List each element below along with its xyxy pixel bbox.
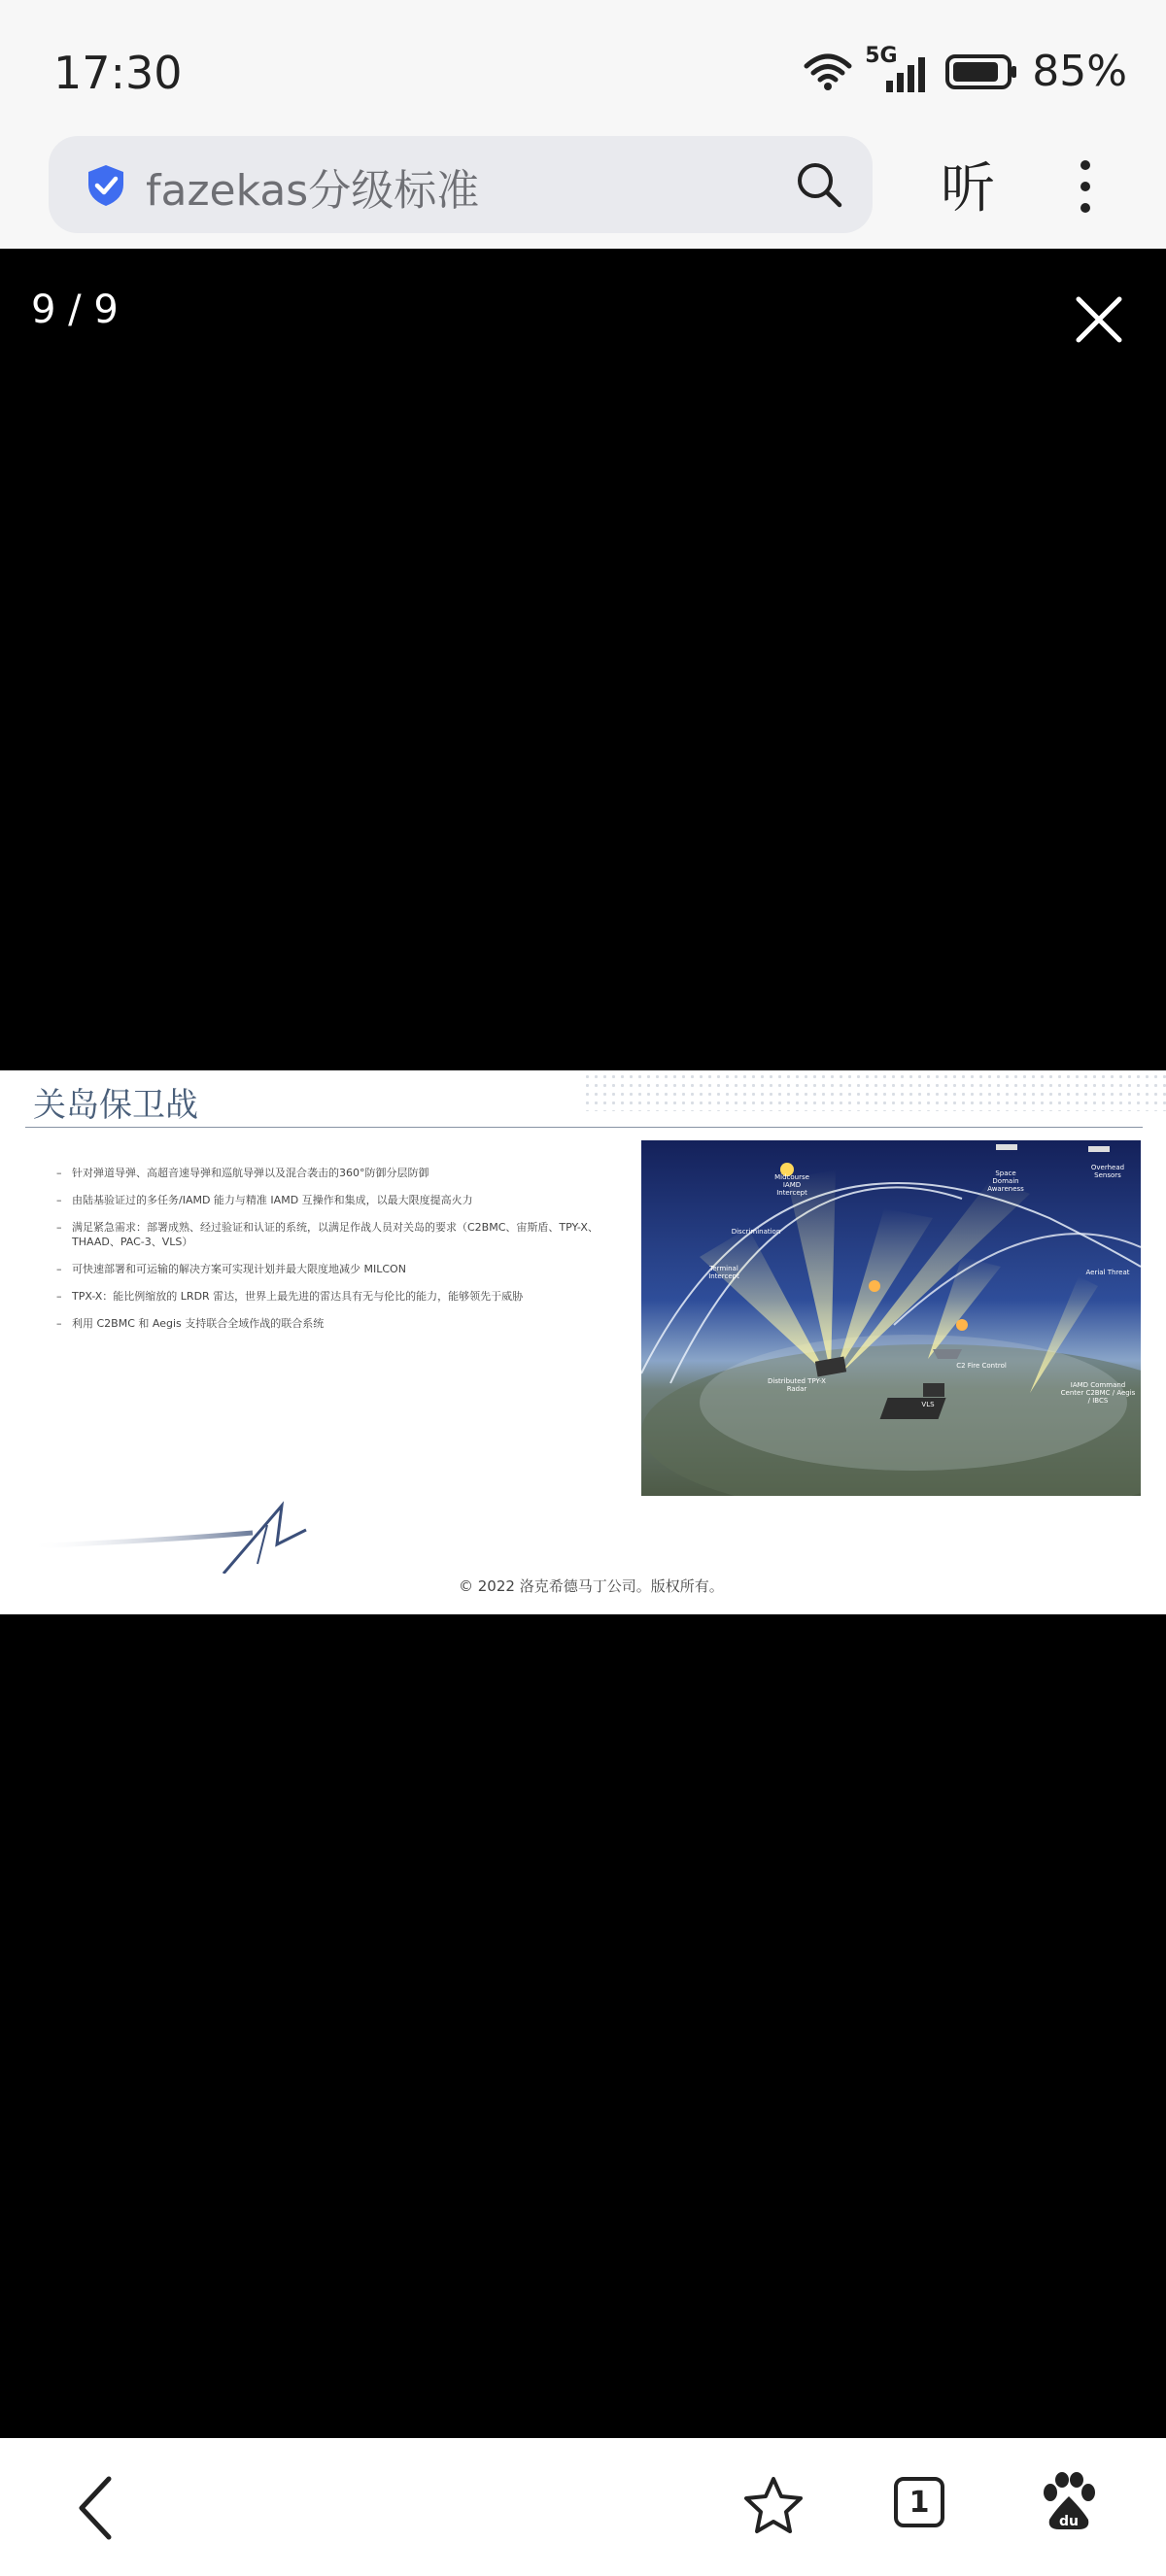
title-divider <box>25 1127 1143 1128</box>
browser-toolbar <box>0 136 1166 249</box>
more-options-icon[interactable] <box>1071 157 1100 216</box>
slide-bullets <box>56 1166 620 1343</box>
bullet-item: – 针对弹道导弹、高超音速导弹和巡航导弹以及混合袭击的360°防御分层防御 <box>56 1166 620 1180</box>
lockheed-logo <box>29 1486 321 1574</box>
label-discrimination: Discrimination <box>731 1228 781 1236</box>
bullet-item: – 由陆基验证过的多任务/IAMD 能力与精准 IAMD 互操作和集成，以最大限度提高火力 <box>56 1193 620 1207</box>
bottom-nav-bar <box>0 2438 1166 2576</box>
search-box[interactable] <box>49 136 873 233</box>
image-counter: 9 / 9 <box>31 288 119 332</box>
label-aerial-threat: Aerial Threat <box>1085 1269 1130 1276</box>
baidu-paw-icon[interactable] <box>1040 2471 1098 2533</box>
slide-title: 关岛保卫战 <box>33 1086 198 1125</box>
label-tpy-radar: Distributed TPY-X Radar <box>768 1377 826 1393</box>
status-time: 17:30 <box>53 47 183 99</box>
close-icon[interactable] <box>1073 293 1125 346</box>
label-space-awareness: Space Domain Awareness <box>987 1169 1024 1193</box>
bullet-item: – TPX-X：能比例缩放的 LRDR 雷达，世界上最先进的雷达具有无与伦比的能力，能够领先于威胁 <box>56 1289 620 1304</box>
image-viewer <box>0 249 1166 2438</box>
back-icon[interactable] <box>76 2475 115 2541</box>
battery-percent: 85% <box>1032 47 1127 96</box>
label-vls: VLS <box>921 1401 935 1408</box>
listen-button[interactable]: 听 <box>941 157 995 220</box>
defense-diagram <box>641 1140 1141 1496</box>
svg-text:du: du <box>1059 2514 1079 2529</box>
search-icon[interactable] <box>795 160 843 209</box>
shield-icon <box>86 163 126 208</box>
favorite-star-icon[interactable] <box>742 2475 805 2535</box>
wifi-icon <box>803 52 853 91</box>
battery-icon <box>944 52 1020 91</box>
bullet-item: – 利用 C2BMC 和 Aegis 支持联合全域作战的联合系统 <box>56 1316 620 1331</box>
slide-decoration <box>583 1072 1166 1111</box>
label-intercept: Midcourse IAMD Intercept <box>774 1173 809 1197</box>
diagram-illustration <box>641 1140 1141 1496</box>
slide-image[interactable] <box>0 1070 1166 1614</box>
bullet-item: – 可快速部署和可运输的解决方案可实现计划并最大限度地减少 MILCON <box>56 1262 620 1276</box>
label-terminal: Terminal Intercept <box>708 1265 739 1280</box>
label-c2: C2 Fire Control <box>956 1362 1007 1370</box>
tab-count: 1 <box>909 2485 930 2520</box>
status-icons <box>803 43 1127 96</box>
network-type: 5G <box>865 43 898 68</box>
tabs-button[interactable] <box>894 2477 944 2527</box>
cell-signal-icon <box>865 43 933 94</box>
status-bar <box>0 0 1166 136</box>
bullet-item: – 满足紧急需求：部署成熟、经过验证和认证的系统，以满足作战人员对关岛的要求（C2BMC、宙斯盾、TPY-X、THAAD、PAC-3、VLS） <box>56 1220 620 1249</box>
search-query[interactable]: fazekas分级标准 <box>146 166 480 216</box>
label-command-center: IAMD Command Center C2BMC / Aegis / IBCS <box>1060 1381 1136 1405</box>
slide-copyright: © 2022 洛克希德马丁公司。版权所有。 <box>459 1577 724 1595</box>
label-overhead-sensors: Overhead Sensors <box>1090 1164 1125 1179</box>
